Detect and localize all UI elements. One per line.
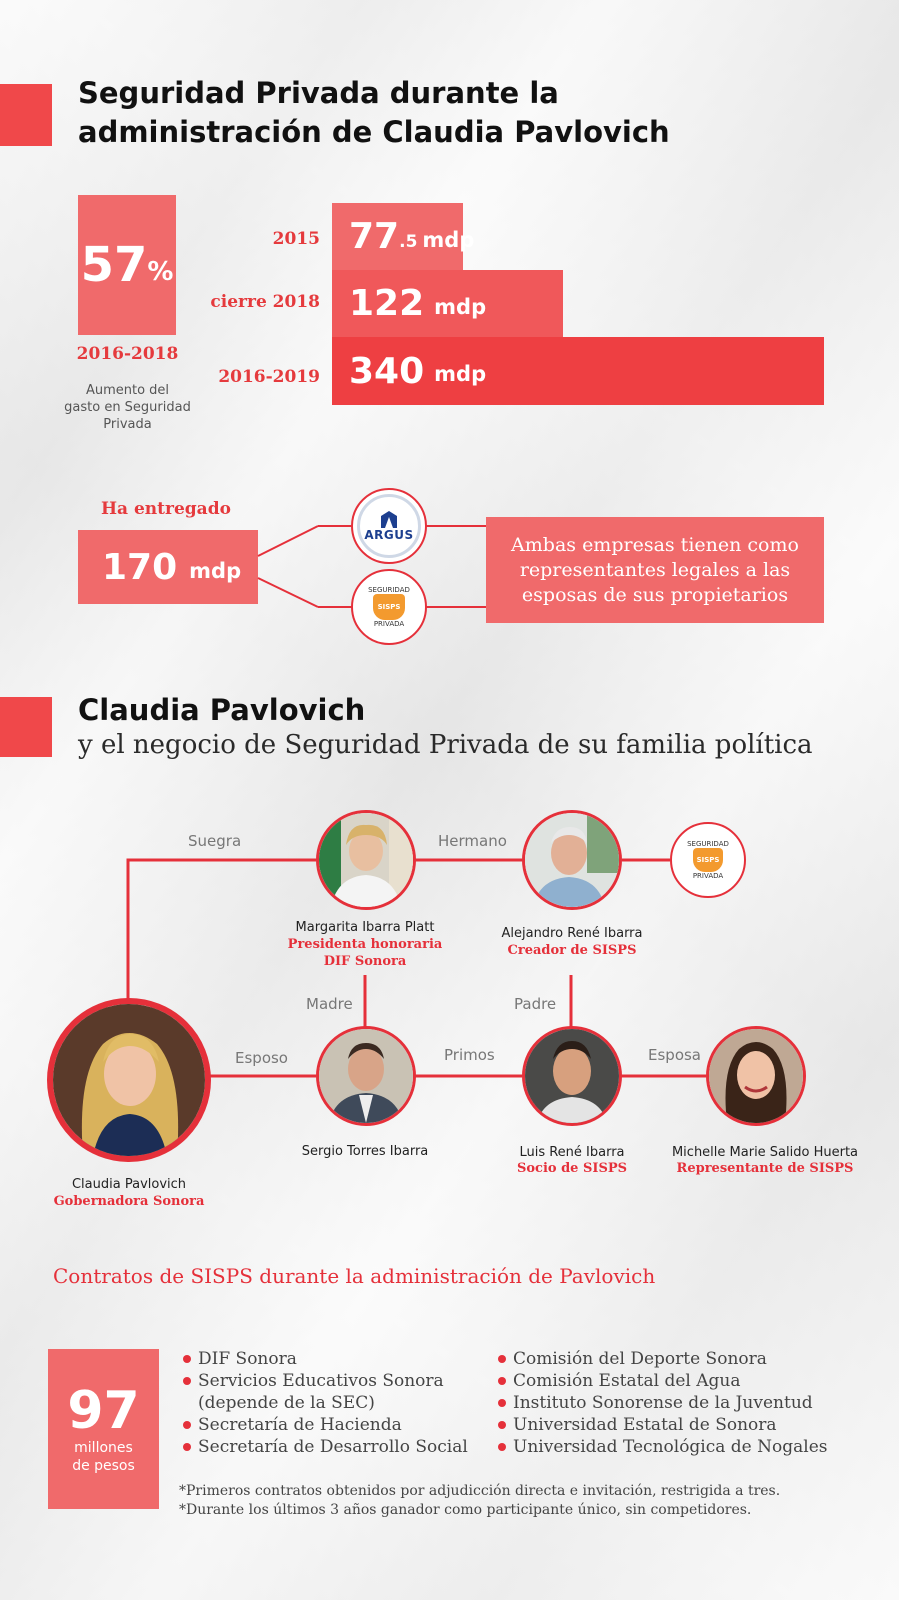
- section2-subtitle: y el negocio de Seguridad Privada de su familia política: [78, 730, 813, 760]
- person-photo-icon: [525, 813, 619, 907]
- avatar-luis: [522, 1026, 622, 1126]
- bar-unit: mdp: [434, 362, 487, 386]
- sisps-logo-top: SEGURIDAD: [368, 586, 410, 594]
- bar-label-2015: 2015: [272, 229, 320, 249]
- relation-madre: Madre: [306, 995, 353, 1013]
- person-photo-icon: [319, 813, 413, 907]
- list-item: Instituto Sonorense de la Juventud: [496, 1392, 886, 1414]
- delivered-unit: mdp: [189, 559, 242, 583]
- role-luis: Socio de SISPS: [516, 1161, 628, 1176]
- relation-esposa: Esposa: [648, 1046, 701, 1064]
- list-item-continuation: (depende de la SEC): [198, 1393, 375, 1413]
- role-claudia: Gobernadora Sonora: [53, 1194, 205, 1209]
- title-line: Seguridad Privada durante la: [78, 76, 559, 110]
- person-photo-icon: [525, 1029, 619, 1123]
- person-photo-icon: [53, 1004, 205, 1156]
- footnotes: [179, 1482, 879, 1520]
- list-item: Secretaría de Desarrollo Social: [181, 1436, 481, 1458]
- list-item: DIF Sonora: [181, 1348, 481, 1370]
- contracts-total-unit: [72, 1439, 135, 1475]
- relation-padre: Padre: [514, 995, 557, 1013]
- name-michelle: Michelle Marie Salido Huerta: [671, 1145, 859, 1160]
- name-margarita: Margarita Ibarra Platt: [295, 920, 435, 935]
- role-michelle: Representante de SISPS: [676, 1161, 854, 1176]
- contracts-total-value: 97: [67, 1381, 140, 1441]
- sisps-logo-top: SEGURIDAD: [687, 840, 729, 848]
- person-photo-icon: [709, 1029, 803, 1123]
- caption-line: gasto en Seguridad: [64, 400, 191, 415]
- avatar-margarita: [316, 810, 416, 910]
- sisps-logo-mid: SISPS: [696, 856, 720, 864]
- avatar-claudia: [47, 998, 211, 1162]
- caption-line: Aumento del: [85, 383, 170, 398]
- increase-period: 2016-2018: [76, 344, 179, 364]
- list-item: Comisión del Deporte Sonora: [496, 1348, 886, 1370]
- name-claudia: Claudia Pavlovich: [71, 1177, 187, 1192]
- list-item: Secretaría de Hacienda: [181, 1414, 481, 1436]
- caption-line: Privada: [103, 417, 152, 432]
- person-photo-icon: [319, 1029, 413, 1123]
- sisps-logo-mid: SISPS: [377, 603, 401, 611]
- avatar-alejandro: [522, 810, 622, 910]
- role-margarita: [260, 936, 470, 970]
- note-line: esposas de sus propietarios: [521, 583, 789, 606]
- bar-decimal: .5: [399, 231, 418, 252]
- footnote: *Primeros contratos obtenidos por adjudicción directa e invitación, restrigida a tres.: [179, 1483, 781, 1499]
- section2-title: Claudia Pavlovich: [78, 693, 366, 727]
- footnote: *Durante los últimos 3 años ganador como participante único, sin competidores.: [179, 1502, 752, 1518]
- relation-suegra: Suegra: [188, 832, 242, 850]
- list-item: Universidad Tecnológica de Nogales: [496, 1436, 886, 1458]
- delivered-value: 170: [102, 546, 178, 588]
- sisps-logo-bottom: PRIVADA: [692, 872, 724, 880]
- sisps-logo-small: [670, 822, 746, 898]
- contracts-list-left: [181, 1348, 481, 1458]
- increase-number: 57: [80, 237, 148, 293]
- relation-hermano: Hermano: [438, 832, 507, 850]
- list-item: Servicios Educativos Sonora: [181, 1370, 481, 1392]
- unit-line: millones: [74, 1440, 133, 1456]
- bar-unit: mdp: [422, 227, 475, 252]
- avatar-michelle: [706, 1026, 806, 1126]
- delivered-label: Ha entregado: [101, 499, 231, 519]
- section3-title: Contratos de SISPS durante la administración de Pavlovich: [53, 1264, 656, 1288]
- bar-value: 77: [349, 216, 400, 257]
- bar-value: 122: [349, 283, 425, 324]
- role-line: DIF Sonora: [323, 954, 407, 969]
- relation-esposo: Esposo: [235, 1049, 288, 1067]
- bar-label-2019: 2016-2019: [218, 367, 320, 387]
- contracts-total-box: [48, 1349, 159, 1509]
- avatar-sergio: [316, 1026, 416, 1126]
- role-line: Presidenta honoraria: [287, 937, 443, 952]
- name-alejandro: Alejandro René Ibarra: [501, 926, 643, 941]
- increase-sign: %: [147, 257, 174, 287]
- unit-line: de pesos: [72, 1458, 135, 1474]
- list-item: Universidad Estatal de Sonora: [496, 1414, 886, 1436]
- bar-label-2018: cierre 2018: [210, 292, 320, 312]
- bar-unit: mdp: [434, 294, 487, 319]
- name-luis: Luis René Ibarra: [519, 1145, 625, 1160]
- bar-value: 340: [349, 350, 425, 392]
- list-item: Comisión Estatal del Agua: [496, 1370, 886, 1392]
- role-alejandro: Creador de SISPS: [507, 943, 637, 958]
- note-line: Ambas empresas tienen como: [511, 533, 799, 556]
- note-line: representantes legales a las: [519, 558, 791, 581]
- title-line: administración de Claudia Pavlovich: [78, 115, 670, 149]
- argus-logo-text: ARGUS: [364, 528, 414, 542]
- relation-primos: Primos: [444, 1046, 495, 1064]
- contracts-list-right: [496, 1348, 886, 1458]
- sisps-logo-bottom: PRIVADA: [373, 620, 405, 628]
- name-sergio: Sergio Torres Ibarra: [301, 1144, 429, 1159]
